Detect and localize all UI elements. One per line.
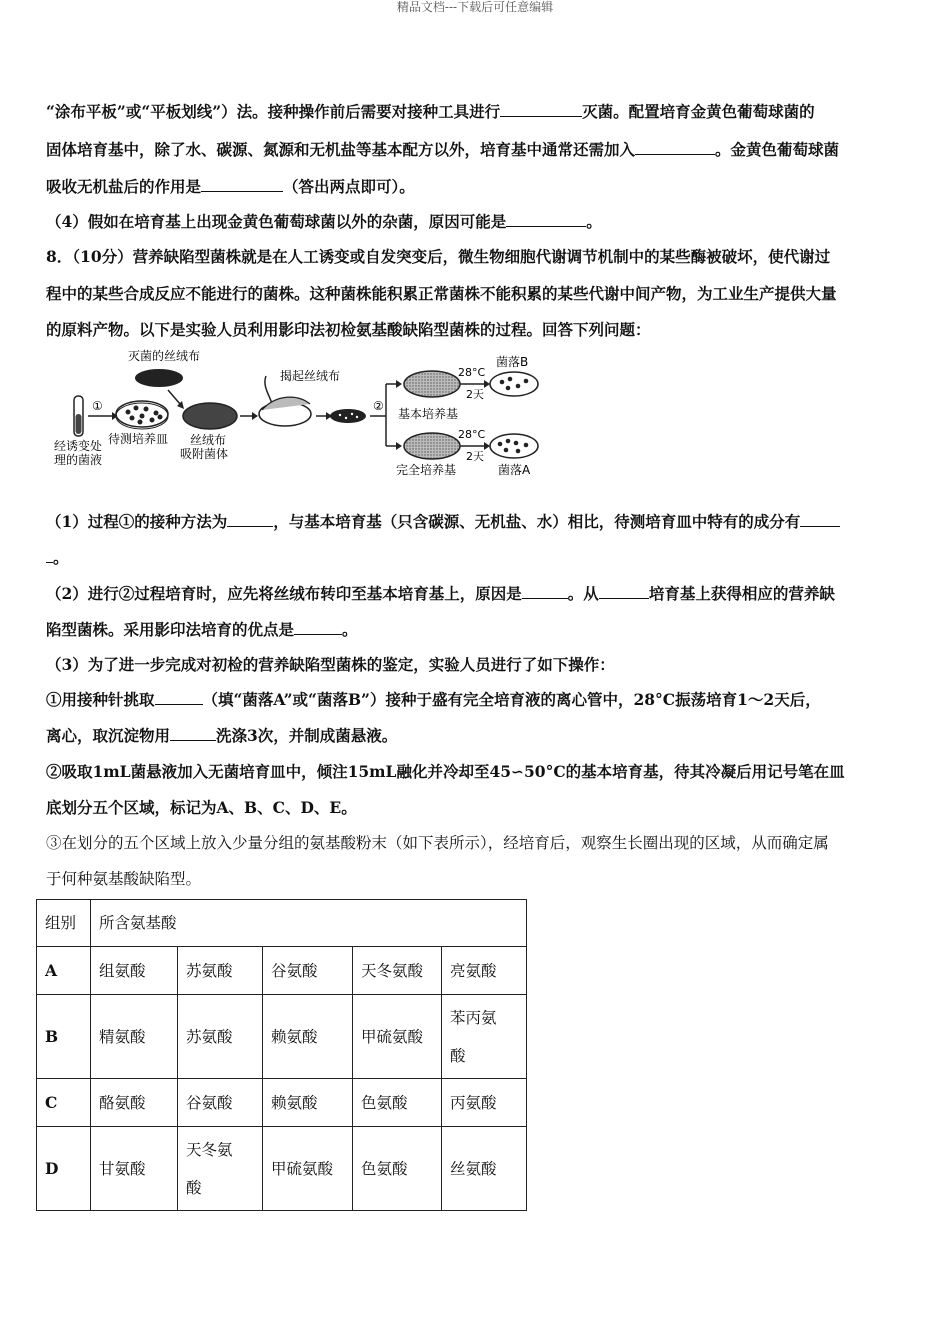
- amino-cell: [178, 1127, 263, 1211]
- text-line: [46, 212, 906, 232]
- label-tube-2: 理的菌液: [54, 453, 103, 467]
- amino-cell-line: 苯丙氨: [450, 1008, 497, 1027]
- answer-blank: [294, 620, 342, 635]
- table-row: [37, 1127, 527, 1211]
- answer-blank: [599, 584, 649, 599]
- text-line: 底划分五个区域，标记为A、B、C、D、E。: [46, 798, 357, 817]
- text-line: [46, 548, 906, 568]
- answer-blank: [500, 102, 582, 117]
- amino-cell: 酪氨酸: [91, 1079, 178, 1127]
- group-cell: A: [37, 947, 91, 995]
- text: 。金黄色葡萄球菌: [715, 140, 840, 159]
- text: 培育基上获得相应的营养缺: [648, 584, 835, 603]
- text: ①用接种针挑取: [46, 690, 155, 709]
- tube-liquid: [76, 414, 82, 434]
- amino-cell: 甲硫氨酸: [263, 1127, 353, 1211]
- amino-cell-line: 酸: [450, 1046, 466, 1065]
- hand-arrow: [265, 376, 272, 404]
- answer-blank: [522, 584, 568, 599]
- days-label-1: 2天: [466, 388, 484, 401]
- text: （2）进行②过程培育时，应先将丝绒布转印至基本培育基上，原因是: [46, 584, 522, 603]
- complete-result-dish: [490, 434, 538, 458]
- amino-cell: 苏氨酸: [178, 947, 263, 995]
- header-amino: 所含氨基酸: [91, 900, 527, 947]
- amino-cell: 色氨酸: [353, 1079, 442, 1127]
- amino-cell: 精氨酸: [91, 995, 178, 1079]
- text: ，与基本培育基（只含碳源、无机盐、水）相比，待测培育皿中特有的成分有: [273, 512, 801, 531]
- question-1-line: [46, 512, 906, 532]
- table-row: [37, 995, 527, 1079]
- text: 离心，取沉淀物用: [46, 726, 171, 745]
- text: （1）过程①的接种方法为: [46, 512, 228, 531]
- sterile-cloth: [135, 369, 183, 387]
- amino-cell: 赖氨酸: [263, 995, 353, 1079]
- text-line: [46, 102, 906, 122]
- step-2-label: ②: [373, 399, 384, 413]
- table-row: [37, 1079, 527, 1127]
- temp-label-2: 28°C: [458, 428, 486, 441]
- answer-blank: [800, 512, 840, 527]
- answer-blank: [201, 177, 283, 192]
- text: （答出两点即可）。: [283, 177, 415, 196]
- amino-cell: 苏氨酸: [178, 995, 263, 1079]
- question-8-line: 8．（10分）营养缺陷型菌株就是在人工诱变或自发突变后，微生物细胞代谢调节机制中的某些酶被破坏，使代谢过: [46, 247, 831, 266]
- amino-cell-line: 酸: [186, 1178, 202, 1197]
- group-cell: C: [37, 1079, 91, 1127]
- text: “涂布平板”或“平板划线”）法。接种操作前后需要对接种工具进行: [46, 102, 501, 121]
- temp-label-1: 28°C: [458, 366, 486, 379]
- amino-cell: 谷氨酸: [263, 947, 353, 995]
- text-line: [46, 177, 906, 197]
- answer-blank: [635, 140, 715, 155]
- amino-cell: 色氨酸: [353, 1127, 442, 1211]
- amino-acid-table: [36, 899, 527, 1211]
- label-cloth-2: 吸附菌体: [180, 447, 229, 461]
- text: 。从: [567, 584, 599, 603]
- group-cell: D: [37, 1127, 91, 1211]
- label-colony-b: 菌落B: [496, 355, 529, 369]
- header-group: 组别: [37, 900, 91, 947]
- page-header: 精品文档---下载后可任意编辑: [396, 0, 554, 14]
- label-test-dish: 待测培养皿: [108, 432, 169, 446]
- cloth-dish: [183, 403, 237, 429]
- amino-cell: 丝氨酸: [442, 1127, 527, 1211]
- amino-cell: 天冬氨酸: [353, 947, 442, 995]
- answer-blank: [170, 726, 216, 741]
- label-sterile-cloth: 灭菌的丝绒布: [128, 349, 201, 363]
- amino-cell: 赖氨酸: [263, 1079, 353, 1127]
- label-basic-medium: 基本培养基: [398, 407, 459, 421]
- text: 陷型菌株。采用影印法培育的优点是: [46, 620, 295, 639]
- stamped-cloth: [330, 409, 366, 423]
- amino-cell: 组氨酸: [91, 947, 178, 995]
- label-complete-medium: 完全培养基: [396, 463, 457, 477]
- replica-plating-diagram: [40, 346, 550, 481]
- text: 吸收无机盐后的作用是: [46, 177, 202, 196]
- step-3-line: ③在划分的五个区域上放入少量分组的氨基酸粉末（如下表所示），经培育后，观察生长圈出现的区域，从而确定属: [46, 834, 829, 852]
- step-1-line: [46, 690, 906, 710]
- text-line: [46, 140, 906, 160]
- label-tube-1: 经诱变处: [54, 439, 103, 453]
- amino-cell: 甲硫氨酸: [353, 995, 442, 1079]
- complete-medium-plate: [404, 433, 460, 459]
- amino-cell-line: 天冬氨: [186, 1140, 233, 1159]
- days-label-2: 2天: [466, 450, 484, 463]
- text-line: 的原料产物。以下是实验人员利用影印法初检氨基酸缺陷型菌株的过程。回答下列问题：: [46, 320, 651, 339]
- text-line: 程中的某些合成反应不能进行的菌株。这种菌株能积累正常菌株不能积累的某些代谢中间产物，为工业生产提供大量: [46, 284, 837, 303]
- answer-blank: [506, 212, 586, 227]
- question-2-line: [46, 584, 906, 604]
- label-lift-cloth: 揭起丝绒布: [280, 369, 341, 383]
- answer-blank: [227, 512, 273, 527]
- table-row: [37, 947, 527, 995]
- amino-cell: 丙氨酸: [442, 1079, 527, 1127]
- basic-medium-plate: [404, 371, 460, 397]
- step-2-line: ②吸取1mL菌悬液加入无菌培育皿中，倾注15mL融化并冷却至45∽50°C的基本培育基，待其冷凝后用记号笔在皿: [46, 762, 845, 781]
- label-colony-a: 菌落A: [498, 463, 531, 477]
- text: 洗涤3次，并制成菌悬液。: [216, 726, 398, 745]
- text: 固体培育基中，除了水、碳源、氮源和无机盐等基本配方以外，培育基中通常还需加入: [46, 140, 636, 159]
- amino-cell: 谷氨酸: [178, 1079, 263, 1127]
- text: 灭菌。配置培育金黄色葡萄球菌的: [582, 102, 815, 121]
- basic-result-dish: [490, 372, 538, 396]
- amino-cell: [442, 995, 527, 1079]
- answer-blank: [155, 690, 203, 705]
- step-1-label: ①: [92, 399, 103, 413]
- question-3-line: （3）为了进一步完成对初检的营养缺陷型菌株的鉴定，实验人员进行了如下操作：: [46, 655, 615, 674]
- text: 。: [342, 620, 358, 639]
- text: 。: [586, 212, 602, 231]
- text: 。: [53, 548, 69, 567]
- text: （4）假如在培育基上出现金黄色葡萄球菌以外的杂菌，原因可能是: [46, 212, 507, 231]
- text-line: 于何种氨基酸缺陷型。: [46, 870, 202, 888]
- text-line: [46, 620, 906, 640]
- group-cell: B: [37, 995, 91, 1079]
- label-cloth-1: 丝绒布: [190, 433, 227, 447]
- text-line: [46, 726, 906, 746]
- amino-cell: 甘氨酸: [91, 1127, 178, 1211]
- table-header-row: [37, 900, 527, 947]
- text: （填“菌落A”或“菌落B”）接种于盛有完全培育液的离心管中，28°C振荡培育1～2天后，: [202, 690, 821, 709]
- answer-blank: [46, 548, 53, 563]
- amino-cell: 亮氨酸: [442, 947, 527, 995]
